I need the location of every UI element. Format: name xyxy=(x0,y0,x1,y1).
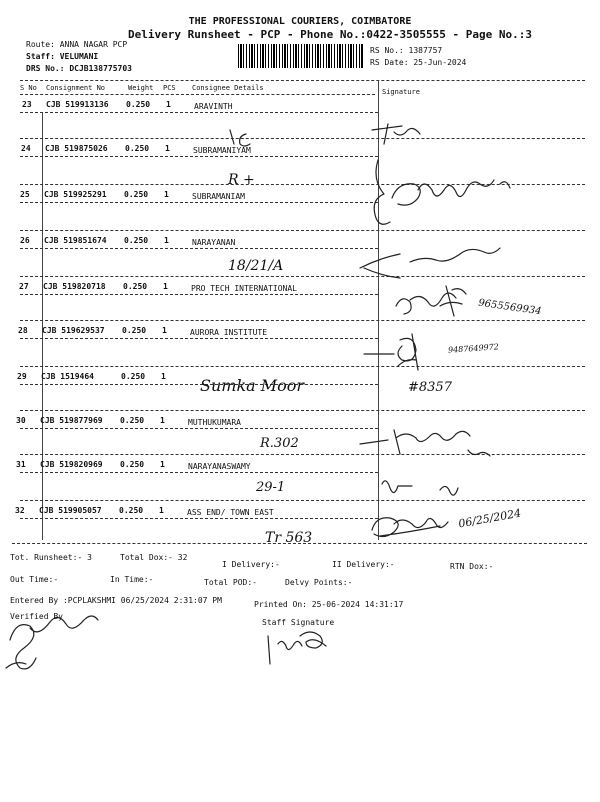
row-consignment: CJB 519629537 xyxy=(42,326,105,335)
row-consignee: PRO TECH INTERNATIONAL xyxy=(191,284,297,293)
handwritten-row32: Tr 563 xyxy=(265,530,313,546)
row-weight: 0.250 xyxy=(126,100,151,109)
row-weight: 0.250 xyxy=(122,326,147,335)
row-consignment: CJB 519875026 xyxy=(45,144,108,153)
footer-in-time: In Time:- xyxy=(110,575,154,584)
col-pcs: PCS xyxy=(163,84,176,92)
col-consignment: Consignment No xyxy=(46,84,106,92)
row-consignment: CJB 519913136 xyxy=(46,100,109,109)
signature-row27 xyxy=(396,286,466,316)
handwritten-row28-phone: 9487649972 xyxy=(447,342,500,355)
handwritten-row31: 29-1 xyxy=(256,480,286,495)
row-pcs: 1 xyxy=(160,460,165,469)
row-consignment: CJB 519877969 xyxy=(40,416,103,425)
row-consignee: ARAVINTH xyxy=(194,102,233,111)
company-title: THE PROFESSIONAL COURIERS, COIMBATORE xyxy=(188,16,412,27)
row-pcs: 1 xyxy=(164,190,169,199)
row-sno: 30 xyxy=(16,416,26,425)
row-weight: 0.250 xyxy=(124,236,149,245)
handwritten-row24: R + xyxy=(228,172,255,188)
row-weight: 0.250 xyxy=(119,506,144,515)
row-pcs: 1 xyxy=(164,236,169,245)
row-pcs: 1 xyxy=(165,144,170,153)
row-pcs: 1 xyxy=(163,282,168,291)
col-consignee: Consignee Details xyxy=(192,84,264,92)
runsheet-subtitle: Delivery Runsheet - PCP - Phone No.:0422-3505555 - Page No.:3 xyxy=(128,28,532,41)
col-sno: S No xyxy=(20,84,37,92)
row-sno: 23 xyxy=(22,100,32,109)
col-weight: Weight xyxy=(128,84,154,92)
col-signature: Signature xyxy=(382,88,420,96)
row-consignment: CJB 519925291 xyxy=(44,190,107,199)
signature-row31 xyxy=(382,481,458,495)
row-sno: 28 xyxy=(18,326,28,335)
signature-row23 xyxy=(230,124,420,146)
row-consignee: NARAYANASWAMY xyxy=(188,462,251,471)
handwritten-row26: 18/21/A xyxy=(228,258,284,274)
row-sno: 24 xyxy=(21,144,31,153)
footer-out-time: Out Time:- xyxy=(10,575,59,584)
row-weight: 0.250 xyxy=(121,372,146,381)
row-consignee: MUTHUKUMARA xyxy=(188,418,241,427)
row-sno: 31 xyxy=(16,460,26,469)
handwritten-row29: Sumka Moor xyxy=(200,376,305,395)
row-consignment: CJB 519851674 xyxy=(44,236,107,245)
footer-delvy-points: Delvy Points:- xyxy=(285,578,353,587)
signature-row26 xyxy=(360,248,500,278)
row-sno: 26 xyxy=(20,236,30,245)
row-consignment: CJB 519820969 xyxy=(40,460,103,469)
rs-number: RS No.: 1387757 xyxy=(370,46,443,55)
row-pcs: 1 xyxy=(159,506,164,515)
signature-row32 xyxy=(372,518,448,537)
footer-entered-by: Entered By :PCPLAKSHMI 06/25/2024 2:31:07 PM xyxy=(10,596,222,605)
footer-rtn-dox: RTN Dox:- xyxy=(450,562,494,571)
row-consignment: CJB 519820718 xyxy=(43,282,106,291)
footer-total-pod: Total POD:- xyxy=(204,578,257,587)
row-weight: 0.250 xyxy=(123,282,148,291)
row-weight: 0.250 xyxy=(120,460,145,469)
signature-verified xyxy=(6,616,98,669)
footer-i-delivery: I Delivery:- xyxy=(222,560,280,569)
row-sno: 29 xyxy=(17,372,27,381)
handwritten-row29-right: #8357 xyxy=(408,380,452,395)
staff-label: Staff: VELUMANI xyxy=(26,52,99,61)
footer-tot-runsheet: Tot. Runsheet:- 3 xyxy=(10,553,92,562)
row-weight: 0.250 xyxy=(125,144,150,153)
footer-ii-delivery: II Delivery:- xyxy=(332,560,395,569)
handwritten-row27-phone: 9655569934 xyxy=(477,297,543,318)
footer-staff-signature: Staff Signature xyxy=(262,618,335,627)
row-consignee: SUBRAMANIYAM xyxy=(193,146,251,155)
row-consignee: AURORA INSTITUTE xyxy=(190,328,268,337)
row-sno: 25 xyxy=(20,190,30,199)
row-sno: 27 xyxy=(19,282,29,291)
drs-number: DRS No.: DCJB138775703 xyxy=(26,64,132,73)
footer-verified-by: Verified By xyxy=(10,612,63,621)
signature-row25 xyxy=(374,160,510,224)
signature-staff xyxy=(268,632,326,664)
row-weight: 0.250 xyxy=(124,190,149,199)
row-pcs: 1 xyxy=(162,326,167,335)
row-consignee: ASS END/ TOWN EAST xyxy=(187,508,274,517)
signature-row28 xyxy=(364,334,418,370)
route-label: Route: ANNA NAGAR PCP xyxy=(26,40,128,49)
signature-row30 xyxy=(360,430,490,456)
footer-printed-on: Printed On: 25-06-2024 14:31:17 xyxy=(254,600,404,609)
rs-date: RS Date: 25-Jun-2024 xyxy=(370,58,467,67)
row-pcs: 1 xyxy=(161,372,166,381)
footer-total-dox: Total Dox:- 32 xyxy=(120,553,188,562)
row-sno: 32 xyxy=(15,506,25,515)
row-weight: 0.250 xyxy=(120,416,145,425)
row-pcs: 1 xyxy=(166,100,171,109)
row-consignee: NARAYANAN xyxy=(192,238,236,247)
row-consignment: CJB 519905057 xyxy=(39,506,102,515)
handwritten-row30: R.302 xyxy=(260,436,299,451)
row-consignee: SUBRAMANIAM xyxy=(192,192,245,201)
handwritten-row32-date: 06/25/2024 xyxy=(457,506,523,531)
row-pcs: 1 xyxy=(160,416,165,425)
row-consignment: CJB 1519464 xyxy=(41,372,94,381)
